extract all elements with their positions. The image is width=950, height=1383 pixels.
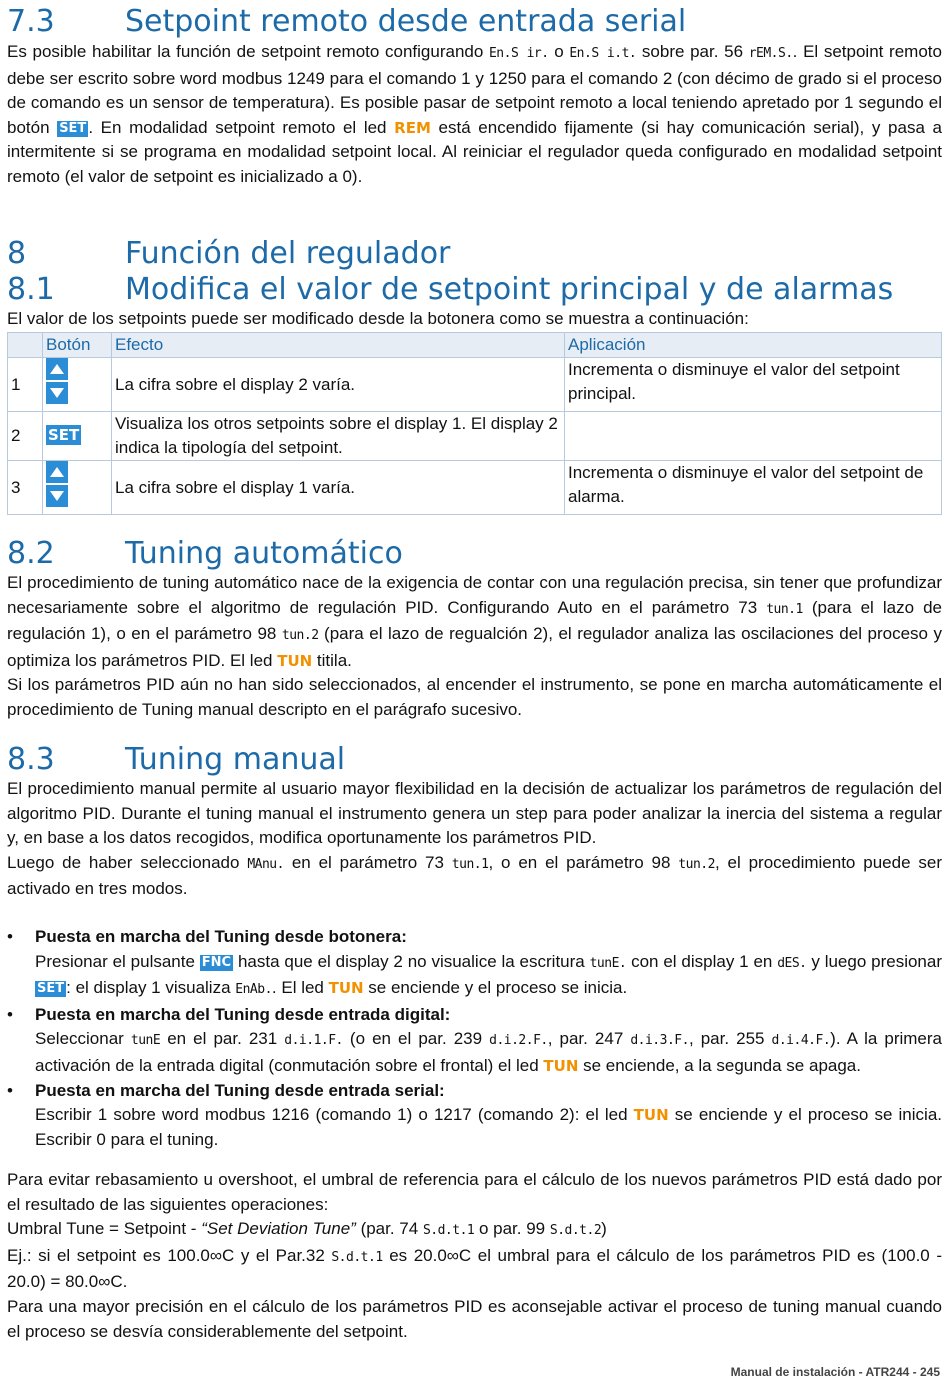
text-span: en el parámetro 73 <box>283 852 452 872</box>
text-span: El procedimiento de tuning automático nace de la exigencia de contar con una regulación precisa, sin tener que profundizar necesariamente sobre el algoritmo de regulación PID. Configurando Auto en el parámetro 73 <box>7 573 942 617</box>
text-span: 3 <box>8 461 43 515</box>
text-span: Modifica el valor de setpoint principal y de alarmas <box>125 272 894 307</box>
display-code: tun.2 <box>281 628 319 644</box>
display-code: S.d.t.2 <box>549 1223 602 1239</box>
tun-led-label: TUN <box>328 979 364 998</box>
paragraph-manual-tuning <box>7 777 942 902</box>
text-span: , o en el parámetro 98 <box>488 852 679 872</box>
text-span: sobre par. 56 <box>636 42 749 61</box>
set-key-icon: SET <box>37 981 65 997</box>
page-footer: Manual de instalación - ATR244 - 245 <box>730 1365 940 1379</box>
text-span: Presionar el pulsante <box>35 951 200 971</box>
display-code: d.i.3.F. <box>630 1033 689 1049</box>
table-row <box>8 461 942 515</box>
section-heading-8 <box>7 237 450 271</box>
display-code: d.i.2.F. <box>489 1033 548 1049</box>
text-span: Efecto <box>112 333 565 358</box>
text-span: (o en el par. 239 <box>342 1029 490 1049</box>
display-code: tunE <box>130 1033 161 1049</box>
display-code: d.i.1.F. <box>284 1033 343 1049</box>
text-span: Botón <box>43 333 112 358</box>
display-code: En.S i.t. <box>569 46 637 61</box>
text-span: Para una mayor precisión en el cálculo de los parámetros PID es aconsejable activar el proceso de tuning manual cuando el proceso se desvía considerablemente del setpoint. <box>7 1296 942 1341</box>
text-span: 2 <box>8 412 43 461</box>
text-span: (para el lazo de regualción 2), el regulador analiza las oscilaciones del proceso y optimiza los parámetros PID. El led <box>7 624 942 670</box>
text-span: y luego presionar <box>806 951 943 971</box>
display-code: rEM.S. <box>748 46 793 61</box>
text-span: ) <box>601 1219 607 1239</box>
display-code: MAnu. <box>247 856 284 872</box>
setpoint-buttons-table <box>7 332 942 515</box>
section-heading-8-1 <box>7 273 893 307</box>
display-code: dES. <box>777 955 807 971</box>
list-item: • Puesta en marcha del Tuning desde entrada digital: Seleccionar tunE en el par. 231 d.i.1.F. (o en el par. 239 d.i.2.F., par. 247 d.i.3.F., par. 255 d.i.4.F.). A la primera activación de la entrada digital (conmutación sobre el frontal) el led TUN se enciende, a la segunda se apaga. <box>7 1004 942 1075</box>
set-key-icon: SET <box>48 426 80 444</box>
display-code: tunE. <box>589 955 627 971</box>
text-span: se enciende y el proceso se inicia. <box>363 978 628 998</box>
text-span: ). A la primera activación de la entrada digital (conmutación sobre el frontal) el led <box>35 1029 942 1075</box>
text-span: (par. 74 <box>355 1219 423 1239</box>
list-item: • Puesta en marcha del Tuning desde botonera: Presionar el pulsante FNC hasta que el display 2 no visualice la escritura tunE. con el display 1 en dES. y luego presionar SET : el display 1 visualiza EnAb.. El led TUN se enciende y el proceso se inicia. <box>7 927 943 998</box>
text-span <box>8 333 43 358</box>
text-span: se enciende, a la segunda se apaga. <box>578 1055 861 1075</box>
text-span: Visualiza los otros setpoints sobre el display 1. El display 2 indica la tipología del setpoint. <box>112 412 565 461</box>
text-span: está encendido fijamente (si hay comunicación serial), y pasa a intermitente si se programa en modalidad setpoint local. Al reiniciar el regulador queda configurado en modalidad setpoint remoto (el valor de setpoint es inicializado a 0). <box>7 117 943 186</box>
text-span: 8 <box>7 236 27 271</box>
up-down-arrow-keys-icon <box>46 461 68 507</box>
text-span: hasta que el display 2 no visualice la escritura <box>233 951 590 971</box>
text-span: . El led <box>271 978 329 998</box>
text-span: con el display 1 en <box>626 951 778 971</box>
display-code: En.S ir. <box>488 46 549 61</box>
display-code: tun.1 <box>451 856 489 872</box>
text-span: La cifra sobre el display 1 varía. <box>112 461 565 515</box>
text-span: Es posible habilitar la función de setpoint remoto configurando <box>7 42 489 61</box>
paragraph-auto-tuning <box>7 571 942 723</box>
text-span: . El setpoint remoto debe ser escrito sobre word modbus 1249 para el comando 1 y 1250 para el comando 2 (con décimo de grado si el proceso de comando es un sensor de temperatura). Es posible pasar de setpoint remoto a local teniendo apretado por 1 segundo el botón <box>7 42 942 137</box>
text-span: Tuning automático <box>125 536 403 571</box>
tuning-modes-list <box>7 925 942 1152</box>
text-span: en el par. 231 <box>160 1029 285 1049</box>
text-span: 1 <box>8 358 43 412</box>
section-heading-8-3 <box>7 743 345 777</box>
setpoints-intro: El valor de los setpoints puede ser modificado desde la botonera como se muestra a continuación: <box>7 309 749 328</box>
section-heading-8-2 <box>7 537 403 571</box>
text-span: 7.3 <box>7 4 55 39</box>
text-span: Puesta en marcha del Tuning desde entrada serial: <box>35 1080 445 1100</box>
text-span: El procedimiento manual permite al usuario mayor flexibilidad en la decisión de actualizar los parámetros de regulación del algoritmo PID. Durante el tuning manual el instrumento genera un step para poder analizar la inercia del sistema a regular y, en base a los datos recogidos, modifica oportunamente los parámetros PID. <box>7 779 942 848</box>
text-span: 8.3 <box>7 742 55 777</box>
text-span: (para el lazo de regulación 1), o en el parámetro 98 <box>7 597 942 644</box>
text-span: o par. 99 <box>474 1219 550 1239</box>
text-span: . En modalidad setpoint remoto el led <box>88 117 395 137</box>
display-code: tun.1 <box>766 601 803 617</box>
text-span: Puesta en marcha del Tuning desde entrada digital: <box>35 1004 451 1024</box>
text-span: La cifra sobre el display 2 varía. <box>112 358 565 412</box>
text-span: Luego de haber seleccionado <box>7 852 248 872</box>
table-header-row <box>8 333 942 358</box>
text-span: Incrementa o disminuye el valor del setpoint principal. <box>565 358 942 412</box>
display-code: tun.2 <box>678 856 715 872</box>
text-span: Setpoint remoto desde entrada serial <box>125 4 687 39</box>
table-row <box>8 358 942 412</box>
display-code: S.d.t.1 <box>422 1223 475 1239</box>
text-span: Seleccionar <box>35 1029 131 1049</box>
text-span: , par. 255 <box>688 1029 772 1049</box>
paragraph-tune-threshold <box>7 1168 942 1344</box>
text-span: Escribir 1 sobre word modbus 1216 (comando 1) o 1217 (comando 2): el led <box>35 1105 634 1125</box>
text-span: o <box>548 42 570 61</box>
text-span: 8.2 <box>7 536 55 571</box>
text-span: Incrementa o disminuye el valor del setpoint de alarma. <box>565 461 942 515</box>
tun-led-label: TUN <box>633 1106 669 1125</box>
text-span: es 20.0∞C el umbral para el cálculo de los parámetros PID es (100.0 - 20.0) = 80.0∞C. <box>7 1245 942 1292</box>
text-span: , el procedimiento puede ser activado en tres modos. <box>7 852 942 899</box>
text-span: : el display 1 visualiza <box>66 978 236 998</box>
paragraph-remote-setpoint <box>7 40 942 190</box>
text-span: titila. <box>312 650 352 670</box>
set-key-icon: SET <box>59 120 87 136</box>
tun-led-label: TUN <box>277 651 313 670</box>
table-row <box>8 412 942 461</box>
text-span: Umbral Tune = Setpoint - <box>7 1219 202 1239</box>
text-span: Si los parámetros PID aún no han sido seleccionados, al encender el instrumento, se pone en marcha automáticamente el procedimiento de Tuning manual descripto en el parágrafo sucesivo. <box>7 675 942 719</box>
text-span: se enciende y el proceso se inicia. Escribir 0 para el tuning. <box>35 1105 942 1149</box>
text-span: Tuning manual <box>125 742 346 777</box>
display-code: S.d.t.1 <box>331 1249 383 1265</box>
text-span: Para evitar rebasamiento u overshoot, el umbral de referencia para el cálculo de los nuevos parámetros PID está dado por el resultado de las siguientes operaciones: <box>7 1170 942 1214</box>
text-span <box>565 412 942 461</box>
section-heading-7-3 <box>7 5 686 39</box>
list-item: • Puesta en marcha del Tuning desde entrada serial: Escribir 1 sobre word modbus 1216 (comando 1) o 1217 (comando 2): el led TUN se enciende y el proceso se inicia. Escribir 0 para el tuning. <box>7 1080 942 1149</box>
up-down-arrow-keys-icon <box>46 358 68 404</box>
text-span: Aplicación <box>565 333 942 358</box>
text-span: 8.1 <box>7 272 55 307</box>
display-code: d.i.4.F. <box>771 1033 831 1049</box>
display-code: EnAb. <box>235 982 272 998</box>
text-span: “Set Deviation Tune” <box>201 1219 356 1239</box>
text-span: , par. 247 <box>547 1029 631 1049</box>
rem-led-label: REM <box>394 118 431 137</box>
text-span: Función del regulador <box>125 236 451 271</box>
tun-led-label: TUN <box>543 1056 579 1075</box>
text-span: Puesta en marcha del Tuning desde botonera: <box>35 927 407 946</box>
text-span: Ej.: si el setpoint es 100.0∞C y el Par.32 <box>7 1245 332 1265</box>
fnc-key-icon: FNC <box>201 954 232 970</box>
